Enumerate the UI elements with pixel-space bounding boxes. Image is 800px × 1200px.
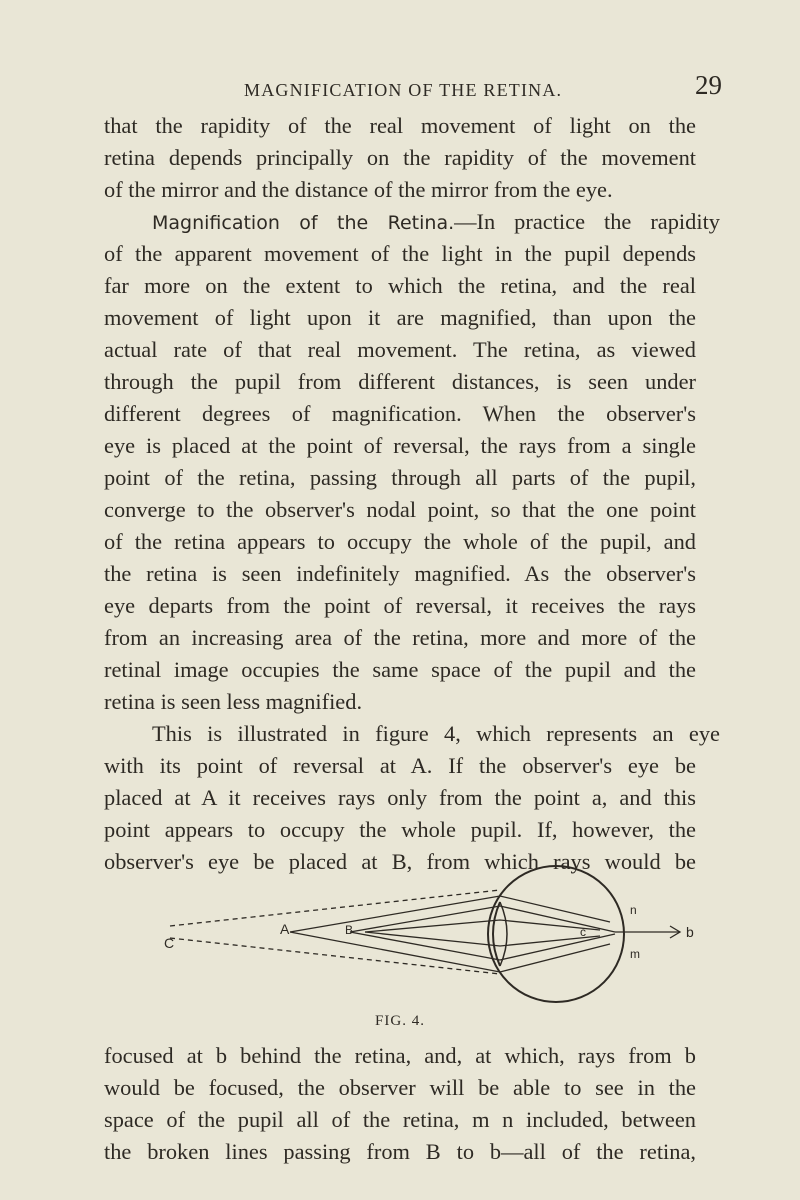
figure-4-diagram (160, 862, 720, 1012)
text-line: retinal image occupies the same space of the pupil and the (104, 657, 696, 682)
label-m: m (630, 947, 640, 961)
text-line: from an increasing area of the retina, more and more of the (104, 625, 696, 650)
text-line: point of the retina, passing through all parts of the pupil, (104, 465, 696, 490)
text-line: space of the pupil all of the retina, m n included, between (104, 1107, 696, 1132)
text-line: retina is seen less magnified. (104, 689, 363, 714)
eyeball-outline (488, 866, 624, 1002)
running-head: MAGNIFICATION OF THE RETINA. (244, 80, 563, 100)
text-line: observer's eye be placed at B, from which rays would be (104, 849, 696, 874)
section-first-line-text: —In practice the rapidity (454, 209, 720, 234)
page-number: 29 (695, 70, 722, 100)
label-n: n (630, 903, 637, 917)
text-line: eye is placed at the point of reversal, the rays from a single (104, 433, 696, 458)
ray-lower-A (290, 932, 610, 972)
section-heading: Magnification of the Retina. (152, 212, 455, 234)
text-line: This is illustrated in figure 4, which represents an eye (152, 721, 720, 746)
label-B: B (345, 923, 354, 937)
text-line: through the pupil from different distances, is seen under (104, 369, 696, 394)
text-line: far more on the extent to which the retina, and the real (104, 273, 696, 298)
text-line: the retina is seen indefinitely magnified. As the observer's (104, 561, 696, 586)
lens-outline (493, 902, 500, 966)
text-line: point appears to occupy the whole pupil. If, however, the (104, 817, 696, 842)
text-line: with its point of reversal at A. If the observer's eye be (104, 753, 696, 778)
text-line: of the mirror and the distance of the mirror from the eye. (104, 177, 613, 202)
label-c: C (164, 935, 175, 951)
section-first-line (128, 206, 720, 238)
text-line: different degrees of magnification. When the observer's (104, 401, 696, 426)
text-line: would be focused, the observer will be able to see in the (104, 1075, 696, 1100)
text-line: placed at A it receives rays only from the point a, and this (104, 785, 696, 810)
text-line: actual rate of that real movement. The retina, as viewed (104, 337, 696, 362)
text-line: the broken lines passing from B to b—all of the retina, (104, 1139, 696, 1164)
text-line: movement of light upon it are magnified, than upon the (104, 305, 696, 330)
label-b: b (686, 924, 694, 940)
text-line: converge to the observer's nodal point, so that the one point (104, 497, 696, 522)
broken-line-lower (170, 938, 500, 974)
text-line: focused at b behind the retina, and, at which, rays from b (104, 1043, 696, 1068)
label-c-inner: c (580, 925, 586, 939)
text-line: eye departs from the point of reversal, it receives the rays (104, 593, 696, 618)
text-line: of the retina appears to occupy the whole of the pupil, and (104, 529, 696, 554)
text-line: retina depends principally on the rapidity of the movement (104, 145, 696, 170)
ray-lower-B (350, 932, 615, 960)
figure-caption: FIG. 4. (375, 1013, 425, 1029)
ray-inner (365, 920, 600, 932)
text-line: of the apparent movement of the light in the pupil depends (104, 241, 696, 266)
label-A: A (280, 921, 290, 937)
broken-line-upper (170, 890, 500, 926)
text-line: that the rapidity of the real movement of light on the (104, 113, 696, 138)
